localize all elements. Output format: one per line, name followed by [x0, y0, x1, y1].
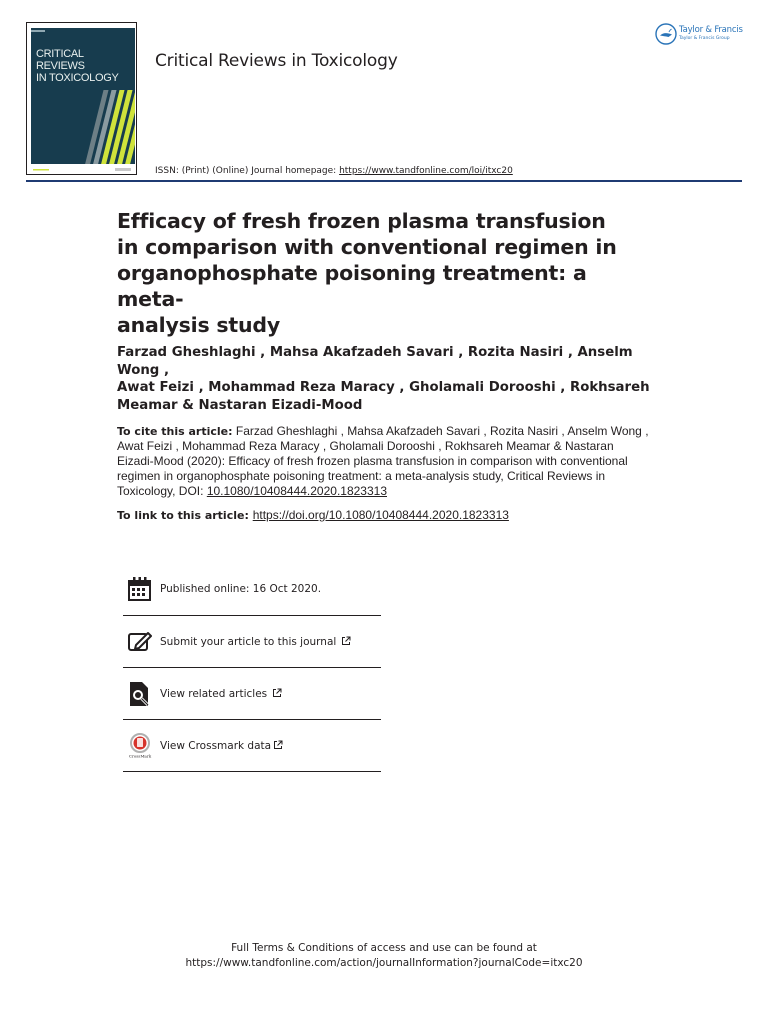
cover-artwork [31, 28, 135, 164]
article-authors: Farzad Gheshlaghi , Mahsa Akafzadeh Savari , Rozita Nasiri , Anselm Wong , Awat Feizi , Mohammad Reza Maracy , Gholamali Dorooshi , Rokhsareh Meamar & Nastaran Eizadi-Mood [117, 345, 650, 413]
document-search-icon [126, 680, 154, 708]
issn-text: ISSN: (Print) (Online) Journal homepage: [155, 166, 340, 176]
edit-icon [126, 628, 154, 656]
related-articles-row[interactable] [123, 668, 381, 720]
published-online-row [123, 563, 381, 616]
citation-block: To cite this article: Farzad Gheshlaghi , Mahsa Akafzadeh Savari , Rozita Nasiri , Anselm Wong , Awat Feizi , Mohammad Reza Maracy , Gholamali Dorooshi , Rokhsareh Meamar & Nastaran Eizadi-Mood (2020): Efficacy of fresh frozen plasma transfusion in comparison with conventional regimen in organophosphate poisoning treatment: a meta-analysis study, Critical Reviews in Toxicology, DOI: 10.1080/10408444.2020.1823313 [117, 424, 649, 498]
submit-article-row[interactable] [123, 616, 381, 668]
issn-line [155, 166, 513, 176]
published-date: Published online: 16 Oct 2020. [160, 583, 322, 595]
publisher-name: Taylor & Francis [679, 25, 743, 35]
citation-label: To cite this article: [117, 425, 233, 438]
external-link-icon [272, 688, 282, 698]
article-title: Efficacy of fresh frozen plasma transfusion in comparison with conventional regimen in organophosphate poisoning treatment: a meta- analysis study [117, 209, 617, 337]
terms-footer [0, 941, 768, 971]
cover-footer-marks [31, 166, 135, 174]
related-articles-link[interactable]: View related articles [160, 688, 282, 700]
journal-homepage-link[interactable]: https://www.tandfonline.com/loi/itxc20 [339, 166, 513, 176]
cover-title: CRITICAL REVIEWS IN TOXICOLOGY [36, 48, 119, 84]
article-link-line [117, 508, 657, 522]
article-actions [123, 563, 381, 772]
publisher-group: Taylor & Francis Group [679, 36, 730, 41]
publisher-lamp-icon [655, 23, 677, 45]
article-doi-url[interactable]: https://doi.org/10.1080/10408444.2020.1823313 [252, 508, 509, 522]
doi-link[interactable]: 10.1080/10408444.2020.1823313 [206, 484, 387, 498]
crossmark-icon [126, 732, 154, 760]
terms-text: Full Terms & Conditions of access and use can be found at [231, 942, 537, 954]
external-link-icon [273, 740, 283, 750]
calendar-icon [126, 575, 154, 603]
header-divider [26, 180, 742, 182]
journal-cover [26, 22, 137, 175]
crossmark-row[interactable] [123, 720, 381, 772]
link-label: To link to this article: [117, 509, 253, 522]
submit-article-link[interactable]: Submit your article to this journal [160, 636, 351, 648]
crossmark-icon-text: CrossMark [128, 753, 152, 758]
external-link-icon [341, 636, 351, 646]
cover-stripes-graphic [31, 28, 135, 164]
journal-name: Critical Reviews in Toxicology [155, 51, 398, 71]
crossmark-link[interactable]: View Crossmark data [160, 740, 283, 752]
terms-url: https://www.tandfonline.com/action/journalInformation?journalCode=itxc20 [185, 957, 583, 969]
publisher-logo [655, 23, 745, 47]
